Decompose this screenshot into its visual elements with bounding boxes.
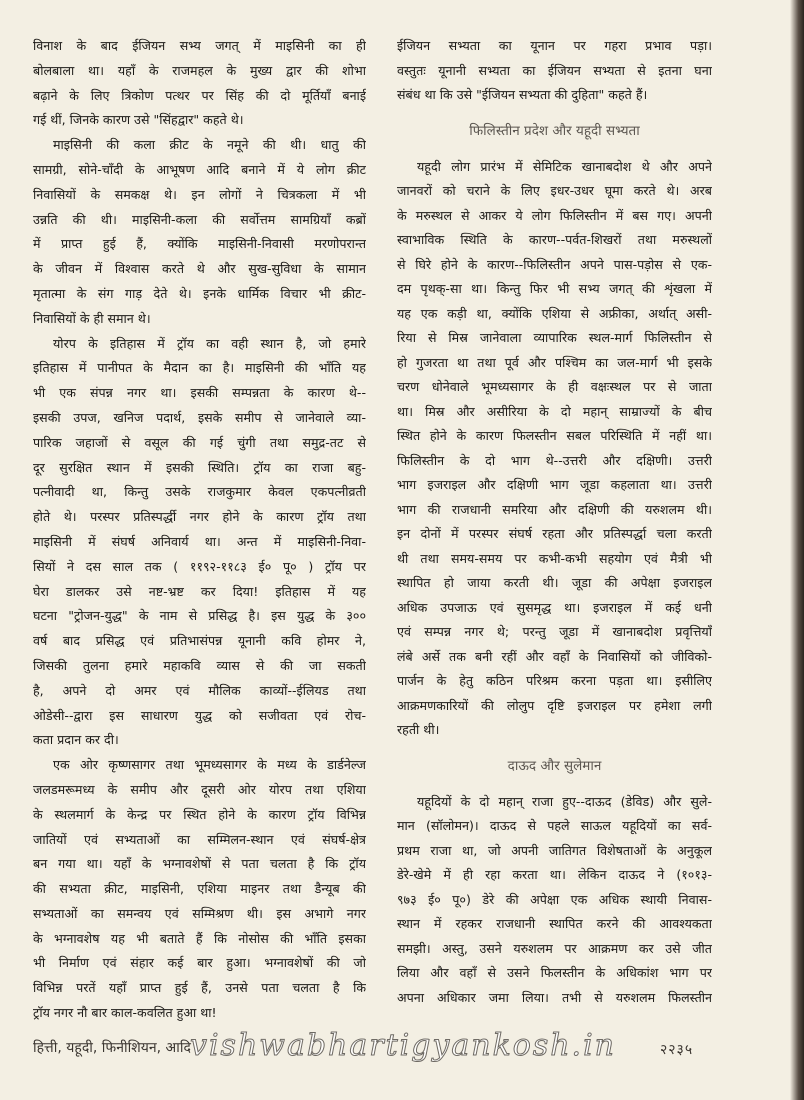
text-line: मृतात्मा के संग गाड़ देते थे। इनके धार्मिक विचार भी क्रीट- [33, 285, 366, 301]
text-line: थी तथा समय-समय पर कभी-कभी सहयोग एवं मैत्री भी [397, 550, 712, 566]
text-line: सामग्री, सोने-चाँदी के आभूषण आदि बनाने में ये लोग क्रीट [33, 161, 366, 177]
watermark: vishwabhartigyankosh.in [190, 1028, 616, 1063]
text-line: ट्रॉय नगर नौ बार काल-कवलित हुआ था! [33, 1005, 217, 1021]
text-line: था। मिस्र और असीरिया के दो महान् साम्राज्यों के बीच [397, 403, 712, 419]
text-line: एक ओर कृष्णसागर तथा भूमध्यसागर के मध्य के डार्डनेल्ज [53, 757, 366, 773]
text-line: विनाश के बाद ईजियन सभ्य जगत् में माइसिनी का ही [33, 38, 366, 53]
paragraph [33, 34, 366, 133]
text-line: कता प्रदान कर दी। [33, 732, 119, 748]
text-line: इन दोनों में परस्पर संघर्ष रहता और प्रतिस्पर्द्धा चला करती [397, 526, 712, 541]
text-line: भी निर्माण एवं संहार कई बार हुआ। भग्नावशेषों की जो [33, 955, 366, 971]
text-line: डेरे-खेमे में ही रहा करता था। लेकिन दाऊद ने (१०१३- [397, 867, 712, 882]
text-line: गई थीं, जिनके कारण उसे "सिंहद्वार" कहते थे। [33, 112, 244, 128]
text-line: लंबे अर्से तक बनी रहीं और वहाँ के निवासियों को जीविको- [397, 648, 712, 664]
text-line: होते थे। परस्पर प्रतिस्पर्द्धी नगर होने के कारण ट्रॉय तथा [33, 509, 366, 525]
text-line: हो गुजरता था तथा पूर्व और पश्चिम का जल-मार्ग भी इसके [397, 354, 712, 370]
text-line: पार्जन के हेतु कठिन परिश्रम करना पड़ता था। इसीलिए [397, 673, 712, 688]
text-line: विभिन्न परतें यहाँ प्राप्त हुई हैं, उनसे पता चलता है कि [33, 980, 366, 996]
paragraph [33, 332, 366, 754]
text-line: में प्राप्त हुई हैं, क्योंकि माइसिनी-निवासी मरणोपरान्त [33, 236, 366, 252]
text-line: के भग्नावशेष यह भी बताते हैं कि नोसोस की भाँति इसका [33, 930, 366, 946]
text-line: ओडेसी--द्वारा इस साधारण युद्ध को सजीवता एवं रोच- [33, 707, 366, 723]
text-line: अधिक उपजाऊ एवं सुसमृद्ध था। इजराइल में कई धनी [397, 599, 712, 615]
text-line: एवं सम्पन्न नगर थे; परन्तु जूडा में खानाबदोश प्रवृत्तियाँ [397, 624, 712, 639]
text-line: माइसिनी में संघर्ष अनिवार्य था। अन्त में माइसिनी-निवा- [33, 533, 366, 549]
paragraph [33, 133, 366, 331]
text-line: संबंध था कि उसे "ईजियन सभ्यता की दुहिता" कहते हैं। [397, 87, 648, 102]
text-line: यहूदियों के दो महान् राजा हुए--दाऊद (डेविड) और सुले- [417, 793, 712, 809]
text-line: माइसिनी की कला क्रीट के नमूने की थी। धातु की [53, 137, 366, 153]
text-line: निवासियों के ही समान थे। [33, 310, 151, 326]
text-line: भाग की राजधानी समरिया और दक्षिणी की यरुशलम थी। [397, 501, 712, 517]
text-line: बोलबाला था। यहाँ के राजमहल के मुख्य द्वार की शोभा [33, 62, 366, 78]
text-line: भाग इजराइल और दक्षिणी भाग जूडा कहलाता था। उत्तरी [397, 477, 712, 492]
text-line: बन गया था। यहाँ के भग्नावशेषों से पता चलता है कि ट्रॉय [33, 856, 366, 872]
text-line: वर्ष बाद प्रसिद्ध एवं प्रतिभासंपन्न यूनानी कवि होमर ने, [33, 633, 366, 649]
text-line: दम पृथक्-सा था। किन्तु फिर भी सभ्य जगत् की शृंखला में [397, 281, 712, 296]
running-title: हित्ती, यहूदी, फिनीशियन, आदि [33, 1040, 191, 1056]
text-line: ९७३ ई० पू०) डेरे की अपेक्षा एक अधिक स्थायी निवास- [397, 891, 712, 907]
paragraph [397, 790, 712, 1011]
text-line: बढ़ाने के लिए त्रिकोण पत्थर पर सिंह की दो मूर्तियाँ बनाई [33, 87, 366, 103]
text-line: वस्तुतः यूनानी सभ्यता का ईजियन सभ्यता से इतना घना [397, 62, 712, 78]
text-line: योरप के इतिहास में ट्रॉय का वही स्थान है, जो हमारे [53, 335, 366, 351]
text-line: यहूदी लोग प्रारंभ में सेमिटिक खानाबदोश थे और अपने [417, 158, 712, 174]
text-line: स्थापित हो जाया करती थी। जूडा की अपेक्षा इजराइल [397, 575, 712, 590]
text-line: स्थित होने के कारण फिलस्तीन सबल परिस्थिति में नहीं था। [397, 428, 712, 443]
text-line: निवासियों के समकक्ष थे। इन लोगों ने चित्रकला में भी [33, 186, 366, 202]
left-column [33, 34, 366, 1026]
text-line: रहती थी। [397, 722, 440, 737]
text-line: स्वाभाविक स्थिति के कारण--पर्वत-शिखरों तथा मरुस्थलों [397, 232, 712, 247]
text-line: उन्नति की थी। माइसिनी-कला की सर्वोत्तम सामग्रियाँ कब्रों [33, 211, 366, 227]
text-line: पत्नीवादी था, किन्तु उसके राजकुमार केवल एकपत्नीव्रती [33, 484, 366, 500]
text-line: घेरा डालकर उसे नष्ट-भ्रष्ट कर दिया! इतिहास में यह [33, 583, 366, 599]
text-line: ईजियन सभ्यता का यूनान पर गहरा प्रभाव पड़ा। [397, 38, 712, 53]
text-line: मान (सॉलोमन)। दाऊद से पहले साऊल यहूदियों का सर्व- [397, 818, 712, 833]
text-line: से घिरे होने के कारण--फिलिस्तीन अपने पास-पड़ोस से एक- [397, 256, 712, 272]
text-line: सभ्यताओं का समन्वय एवं सम्मिश्रण थी। इस अभागे नगर [33, 905, 366, 921]
text-line: इसकी उपज, खनिज पदार्थ, इसके समीप से जानेवाले व्या- [33, 409, 366, 425]
text-line: स्थान में रहकर राजधानी स्थापित करने की आवश्यकता [397, 916, 712, 931]
text-line: रिया से मिस्र जानेवाला व्यापारिक स्थल-मार्ग फिलिस्तीन से [397, 330, 712, 345]
text-line: जिसकी तुलना हमारे महाकवि व्यास से की जा सकती [33, 657, 366, 673]
text-line: जानवरों को चराने के लिए इधर-उधर घूमा करते थे। अरब [397, 183, 712, 198]
text-line: फिलिस्तीन के दो भाग थे--उत्तरी और दक्षिणी। उत्तरी [397, 452, 712, 468]
text-line: है, अपने दो अमर एवं मौलिक काव्यों--ईलियड तथा [33, 682, 366, 698]
text-line: समझी। अस्तु, उसने यरुशलम पर आक्रमण कर उसे जीत [397, 940, 712, 956]
paragraph [33, 753, 366, 1026]
text-line: अपना अधिकार जमा लिया। तभी से यरुशलम फिलस्तीन [397, 989, 712, 1005]
text-line: लिया और वहाँ से उसने फिलस्तीन के अधिकांश भाग पर [397, 965, 712, 980]
text-line: इतिहास में पानीपत के मैदान का है। माइसिनी की भाँति यह [33, 360, 366, 376]
text-line: जलडमरूमध्य के समीप और दूसरी ओर योरप तथा एशिया [33, 781, 366, 797]
section-heading: दाऊद और सुलेमान [507, 757, 602, 774]
text-line: के मरुस्थल से आकर ये लोग फिलिस्तीन में बस गए। अपनी [397, 207, 712, 223]
section-heading: फिलिस्तीन प्रदेश और यहूदी सभ्यता [469, 122, 640, 139]
text-line: चरण धोनेवाले भूमध्यसागर के ही वक्षःस्थल पर से जाता [397, 379, 712, 394]
text-line: पारिक जहाजों से वसूल की गई चुंगी तथा समुद्र-तट से [33, 434, 366, 450]
text-line: यह एक कड़ी था, क्योंकि एशिया से अफ्रीका, अर्थात् असी- [397, 305, 712, 321]
text-line: जातियों एवं सभ्यताओं का सम्मिलन-स्थान एवं संघर्ष-क्षेत्र [33, 831, 366, 847]
text-line: भी एक संपन्न नगर था। इसकी सम्पन्नता के कारण थे-- [33, 385, 366, 401]
right-column [397, 34, 712, 1010]
text-line: के स्थलमार्ग के केन्द्र पर स्थित होने के कारण ट्रॉय विभिन्न [33, 806, 366, 822]
text-line: के जीवन में विश्वास करते थे और सुख-सुविधा के सामान [33, 261, 366, 277]
text-line: आक्रमणकारियों की लोलुप दृष्टि इजराइल पर हमेशा लगी [397, 697, 712, 713]
paragraph [397, 34, 712, 108]
text-line: घटना "ट्रोजन-युद्ध" के नाम से प्रसिद्ध है। इस युद्ध के ३०० [33, 608, 366, 624]
page-number: २२३५ [660, 1042, 694, 1058]
text-line: की सभ्यता क्रीट, माइसिनी, एशिया माइनर तथा डैन्यूब की [33, 881, 366, 897]
text-line: दूर सुरक्षित स्थान में इसकी स्थिति। ट्रॉय का राजा बहु- [33, 459, 366, 475]
book-binding-shadow [790, 0, 804, 1100]
text-line: सियों ने दस साल तक ( ११९२-११८३ ई० पू० ) ट्रॉय पर [33, 558, 366, 574]
paragraph [397, 155, 712, 743]
text-line: प्रथम राजा था, जो अपनी जातिगत विशेषताओं के अनुकूल [397, 842, 712, 858]
